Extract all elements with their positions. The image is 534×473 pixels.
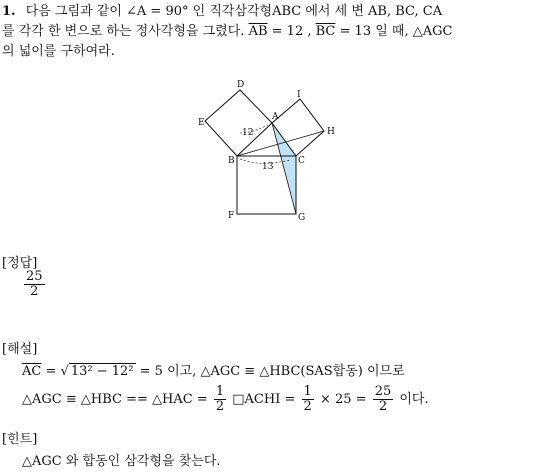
answer-header: [정답] bbox=[2, 256, 38, 271]
label-c: C bbox=[298, 156, 305, 166]
label-d: D bbox=[237, 80, 245, 90]
problem-text-1: 다음 그림과 같이 ∠A = 90° 인 직각삼각형ABC 에서 세 변 AB, BC, CA bbox=[25, 4, 443, 19]
segment-bc-label: $\overline{BC}$ bbox=[315, 24, 336, 39]
result-denominator: 2 bbox=[378, 399, 388, 414]
solution-line-1 bbox=[22, 364, 405, 380]
square-abed bbox=[205, 90, 272, 156]
segment-ab-value: = 12 , bbox=[271, 24, 312, 39]
result-fraction bbox=[373, 385, 394, 414]
result-numerator: 25 bbox=[374, 384, 392, 399]
label-a: A bbox=[272, 112, 279, 122]
solution-header: [해설] bbox=[2, 342, 38, 357]
answer-denominator: 2 bbox=[30, 284, 39, 299]
bc-length-label: 13 bbox=[262, 162, 274, 172]
half-fraction-2 bbox=[302, 385, 314, 414]
label-f: F bbox=[228, 211, 235, 221]
half-numerator-2: 1 bbox=[303, 384, 312, 399]
sqrt-body: 13² − 12² bbox=[70, 364, 134, 379]
half-denominator-1: 2 bbox=[215, 399, 225, 414]
problem-line-2 bbox=[2, 24, 452, 40]
label-b: B bbox=[228, 156, 235, 166]
label-e: E bbox=[198, 118, 205, 128]
label-h: H bbox=[327, 127, 335, 137]
problem-line-1 bbox=[2, 4, 442, 20]
answer-numerator: 25 bbox=[26, 269, 43, 284]
geometry-figure bbox=[190, 75, 350, 235]
solution-line-2-mid: □ACHI = bbox=[232, 392, 296, 407]
segment-ac-label: $\overline{AC}$ bbox=[22, 364, 42, 379]
label-i: I bbox=[297, 90, 301, 100]
problem-text-2: 를 각각 한 변으로 하는 정사각형을 그렸다. bbox=[2, 24, 245, 39]
solution-line-1-tail: = 5 이고, △AGC ≡ △HBC(SAS합동) 이므로 bbox=[139, 364, 405, 379]
solution-line-2-head: △AGC ≡ △HBC == △HAC = bbox=[22, 392, 208, 407]
hint-header: [힌트] bbox=[2, 432, 38, 447]
equals-sign: = bbox=[45, 364, 57, 379]
problem-line-3 bbox=[2, 44, 115, 60]
solution-line-2-times: × 25 = bbox=[319, 392, 367, 407]
solution-line-2 bbox=[22, 384, 429, 416]
ab-length-label: 12 bbox=[242, 128, 254, 138]
segment-ab-label: $\overline{AB}$ bbox=[248, 24, 268, 39]
hint-text: △AGC 와 합동인 삼각형을 찾는다. bbox=[22, 454, 221, 469]
answer-fraction bbox=[22, 270, 47, 299]
half-fraction-1 bbox=[214, 385, 226, 414]
problem-text-3: 의 넓이를 구하여라. bbox=[2, 44, 115, 59]
sqrt-expression: √ 13² − 12² bbox=[60, 364, 134, 379]
segment-bc-value: = 13 일 때, △AGC bbox=[339, 24, 453, 39]
problem-number: 1. bbox=[2, 4, 16, 19]
solution-line-2-tail: 이다. bbox=[399, 392, 429, 407]
half-denominator-2: 2 bbox=[303, 399, 312, 414]
half-numerator-1: 1 bbox=[215, 384, 225, 399]
label-g: G bbox=[298, 213, 306, 223]
